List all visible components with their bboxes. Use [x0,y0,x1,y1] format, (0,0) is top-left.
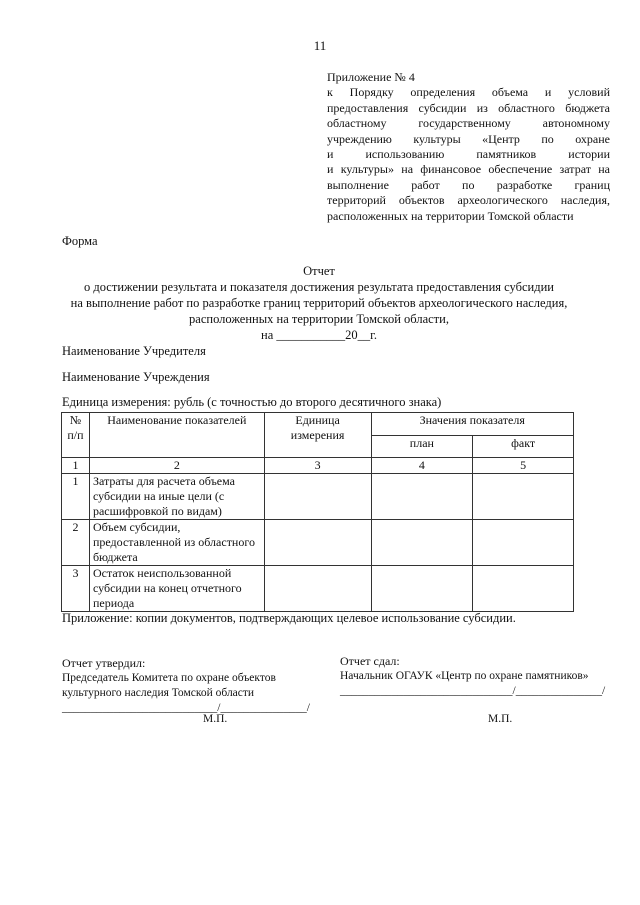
table-row [62,520,574,566]
row-unit-cell[interactable] [264,520,371,566]
appendix-line: и культуры» на финансовое обеспечение затрат на [327,162,610,177]
row-name: Объем субсидии, предоставленной из областного бюджета [89,520,264,566]
attachment-note: Приложение: копии документов, подтверждающих целевое использование субсидии. [62,611,516,625]
column-number-row [62,458,574,474]
table-row [62,566,574,612]
approved-position: культурного наследия Томской области [62,687,255,699]
row-plan-cell[interactable] [371,566,473,612]
row-plan-cell[interactable] [371,474,473,520]
column-number: 2 [89,458,264,474]
row-fact-cell[interactable] [473,474,574,520]
appendix-line: предоставления субсидии из областного бюджета [327,100,610,115]
header-unit: Единица измерения [264,413,371,458]
row-unit-cell[interactable] [264,566,371,612]
appendix-line: к Порядку определения объема и условий [327,85,610,100]
unit-label: Единица измерения: рубль (с точностью до второго десятичного знака) [62,395,442,409]
appendix-line: и использованию памятников истории [327,147,610,162]
table-row [62,474,574,520]
form-label: Форма [62,234,98,248]
report-subtitle-line: о достижении результата и показателя достижения результата предоставления субсидии [84,280,554,294]
row-name: Затраты для расчета объема субсидии на иные цели (с расшифровкой по видам) [89,474,264,520]
column-number: 3 [264,458,371,474]
submitted-label: Отчет сдал: [340,654,400,668]
approved-position: Председатель Комитета по охране объектов [62,672,276,684]
submitted-position: Начальник ОГАУК «Центр по охране памятников» [340,670,589,682]
report-subtitle-line: расположенных на территории Томской области, [189,312,449,326]
approved-signature-line: ___________________________/_______________/ [62,702,310,714]
row-fact-cell[interactable] [473,520,574,566]
submitted-signature-block [340,654,605,699]
report-heading [62,263,576,343]
appendix-heading [327,70,610,224]
founder-label: Наименование Учредителя [62,344,206,358]
row-unit-cell[interactable] [264,474,371,520]
appendix-line: территорий объектов археологического наследия, [327,193,610,208]
indicators-table [61,412,574,612]
column-number: 5 [473,458,574,474]
submitted-stamp: М.П. [488,713,513,725]
appendix-line: выполнение работ по разработке границ [327,177,610,192]
header-fact: факт [473,435,574,458]
approved-label: Отчет утвердил: [62,656,146,670]
row-plan-cell[interactable] [371,520,473,566]
appendix-line: расположенных на территории Томской области [327,208,574,223]
page-number: 11 [313,38,327,53]
row-num: 1 [62,474,90,520]
header-name: Наименование показателей [89,413,264,458]
appendix-line: Приложение № 4 [327,70,415,84]
report-subtitle-line: на выполнение работ по разработке границ территорий объектов археологического наследия, [70,296,568,310]
header-plan: план [371,435,473,458]
row-fact-cell[interactable] [473,566,574,612]
row-num: 3 [62,566,90,612]
approved-signature-block [62,656,310,716]
column-number: 4 [371,458,473,474]
column-number: 1 [62,458,90,474]
header-values: Значения показателя [371,413,574,436]
submitted-signature-line: ______________________________/_______________/ [340,685,606,697]
appendix-line: областному государственному автономному [327,116,610,131]
report-title: Отчет [303,264,335,278]
header-num: № п/п [62,413,90,458]
report-date-line: на ___________20__г. [261,328,377,342]
institution-label: Наименование Учреждения [62,370,210,384]
row-name: Остаток неиспользованной субсидии на конец отчетного периода [89,566,264,612]
row-num: 2 [62,520,90,566]
approved-stamp: М.П. [203,713,228,725]
appendix-line: учреждению культуры «Центр по охране [327,131,610,146]
